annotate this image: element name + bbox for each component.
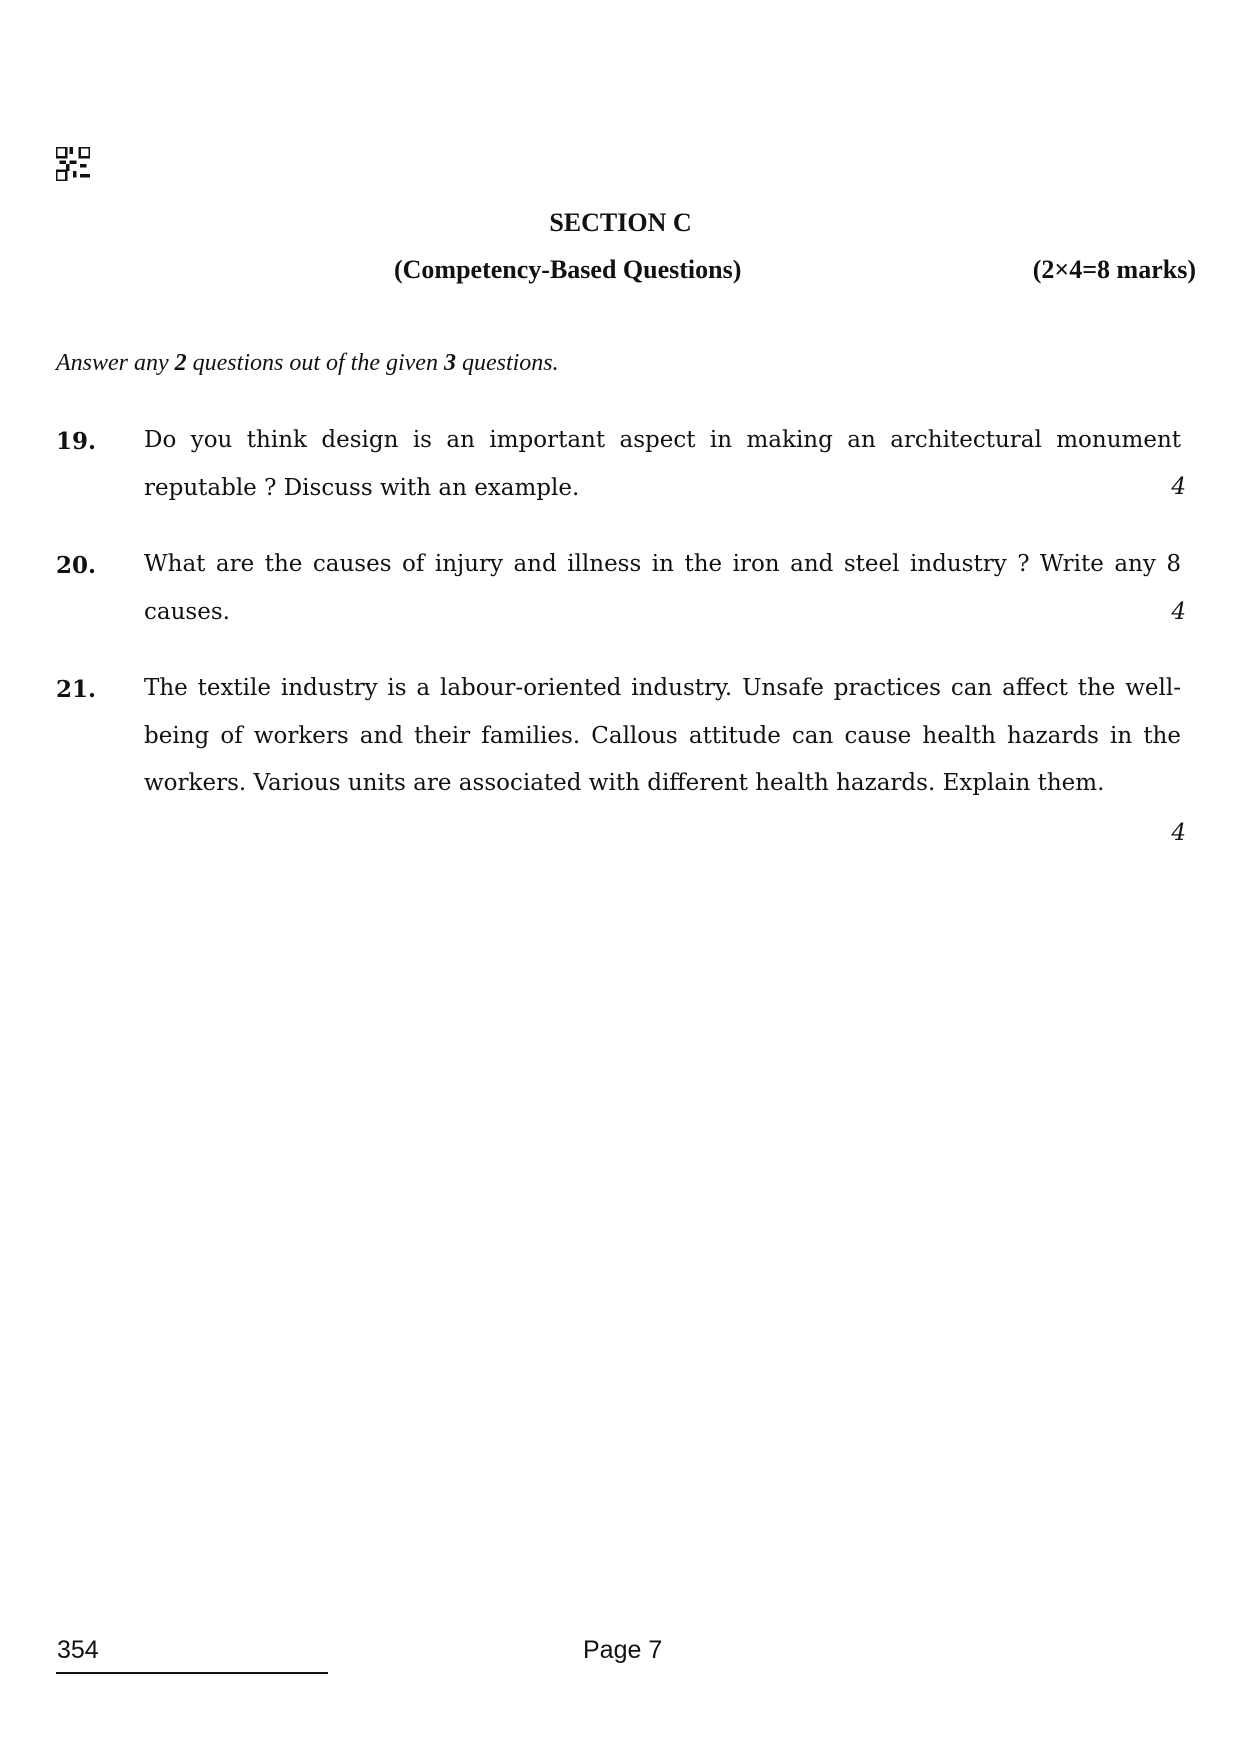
question-text: What are the causes of injury and illness in the iron and steel industry ? Write any 8 causes. <box>144 551 1181 625</box>
instruction <box>56 350 559 377</box>
section-title: SECTION C <box>549 208 692 237</box>
question-text: Do you think design is an important aspect in making an architectural monument reputable ? Discuss with an example. <box>144 427 1181 501</box>
qr-code-icon <box>56 147 90 181</box>
question-marks: 4 <box>1171 599 1186 625</box>
question-number: 19. <box>56 428 97 455</box>
paper-code: 354 <box>57 1636 99 1664</box>
page-number: Page 7 <box>583 1636 663 1664</box>
question-marks: 4 <box>1171 474 1186 500</box>
instruction-text: questions. <box>455 350 559 376</box>
footer-divider <box>56 1672 328 1674</box>
instruction-text: Answer any <box>56 350 175 376</box>
instruction-total: 3 <box>443 350 456 376</box>
instruction-text: questions out of the given <box>186 350 444 376</box>
section-subtitle: (Competency-Based Questions) <box>394 255 742 284</box>
question-text: The textile industry is a labour-oriented industry. Unsafe practices can affect the well-being of workers and their families. Callous attitude can cause health hazards in the workers. Various units are associated with different health hazards. Explain them. <box>144 675 1181 796</box>
question-number: 20. <box>56 552 97 579</box>
question-marks: 4 <box>1171 820 1186 846</box>
question-number: 21. <box>56 676 97 703</box>
section-marks: (2×4=8 marks) <box>1032 255 1196 284</box>
instruction-count: 2 <box>174 350 187 376</box>
